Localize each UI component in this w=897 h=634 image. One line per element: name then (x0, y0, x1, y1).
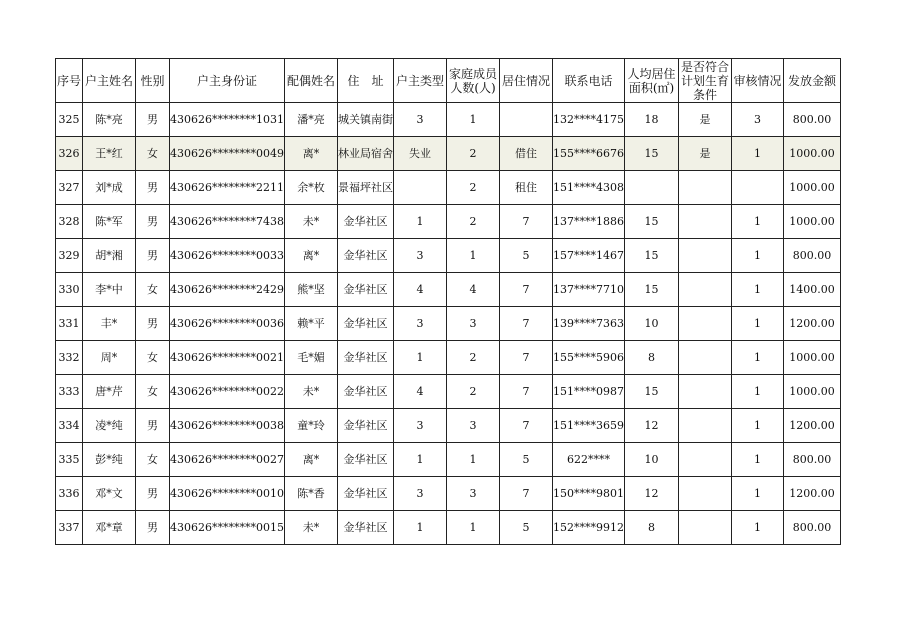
cell-spouse[interactable]: 未* (285, 511, 338, 545)
cell-sex[interactable]: 男 (136, 103, 170, 137)
cell-plan[interactable] (679, 239, 732, 273)
cell-review[interactable]: 1 (732, 137, 784, 171)
cell-review[interactable]: 3 (732, 103, 784, 137)
cell-living[interactable]: 7 (500, 341, 553, 375)
cell-amount[interactable]: 1000.00 (784, 375, 841, 409)
cell-name[interactable]: 彭*纯 (83, 443, 136, 477)
table-row (56, 341, 841, 375)
cell-sex[interactable]: 女 (136, 137, 170, 171)
cell-plan[interactable] (679, 477, 732, 511)
header-amount[interactable]: 发放金额 (784, 59, 841, 103)
cell-spouse[interactable]: 赖*平 (285, 307, 338, 341)
cell-sex[interactable]: 女 (136, 443, 170, 477)
cell-phone[interactable]: 150****9801 (553, 477, 625, 511)
table-row (56, 409, 841, 443)
cell-sex[interactable]: 男 (136, 307, 170, 341)
cell-area[interactable]: 15 (625, 239, 679, 273)
cell-no[interactable]: 332 (56, 341, 83, 375)
cell-area[interactable]: 18 (625, 103, 679, 137)
cell-amount[interactable]: 1400.00 (784, 273, 841, 307)
cell-name[interactable]: 刘*成 (83, 171, 136, 205)
cell-members[interactable]: 2 (447, 341, 500, 375)
cell-living[interactable]: 7 (500, 273, 553, 307)
cell-review[interactable]: 1 (732, 443, 784, 477)
cell-type[interactable]: 4 (394, 273, 447, 307)
header-phone[interactable]: 联系电话 (553, 59, 625, 103)
cell-no[interactable]: 333 (56, 375, 83, 409)
cell-plan[interactable]: 是 (679, 137, 732, 171)
cell-name[interactable]: 丰* (83, 307, 136, 341)
cell-name[interactable]: 邓*文 (83, 477, 136, 511)
table-row (56, 273, 841, 307)
cell-review[interactable]: 1 (732, 239, 784, 273)
cell-amount[interactable]: 1000.00 (784, 205, 841, 239)
cell-id[interactable]: 430626********7438 (170, 205, 285, 239)
cell-area[interactable]: 8 (625, 341, 679, 375)
cell-plan[interactable] (679, 409, 732, 443)
cell-spouse[interactable]: 离* (285, 137, 338, 171)
cell-id[interactable]: 430626********2429 (170, 273, 285, 307)
header-name[interactable]: 户主姓名 (83, 59, 136, 103)
cell-addr[interactable]: 金华社区 (338, 375, 394, 409)
cell-sex[interactable]: 女 (136, 375, 170, 409)
table-row (56, 375, 841, 409)
cell-review[interactable]: 1 (732, 307, 784, 341)
cell-name[interactable]: 唐*芹 (83, 375, 136, 409)
cell-spouse[interactable]: 毛*媚 (285, 341, 338, 375)
cell-type[interactable]: 3 (394, 477, 447, 511)
cell-addr[interactable]: 金华社区 (338, 341, 394, 375)
cell-spouse[interactable]: 离* (285, 239, 338, 273)
cell-plan[interactable] (679, 341, 732, 375)
cell-review[interactable]: 1 (732, 409, 784, 443)
cell-no[interactable]: 337 (56, 511, 83, 545)
cell-living[interactable]: 5 (500, 511, 553, 545)
cell-no[interactable]: 331 (56, 307, 83, 341)
cell-review[interactable]: 1 (732, 375, 784, 409)
subsidy-table (55, 58, 841, 545)
cell-spouse[interactable]: 童*玲 (285, 409, 338, 443)
cell-area[interactable]: 10 (625, 307, 679, 341)
cell-living[interactable]: 7 (500, 409, 553, 443)
table-row (56, 171, 841, 205)
header-no[interactable]: 序号 (56, 59, 83, 103)
cell-plan[interactable] (679, 511, 732, 545)
cell-phone[interactable]: 151****0987 (553, 375, 625, 409)
header-address[interactable]: 住 址 (338, 59, 394, 103)
cell-review[interactable]: 1 (732, 341, 784, 375)
cell-area[interactable]: 12 (625, 409, 679, 443)
cell-sex[interactable]: 男 (136, 205, 170, 239)
cell-id[interactable]: 430626********0010 (170, 477, 285, 511)
cell-members[interactable]: 1 (447, 511, 500, 545)
cell-members[interactable]: 1 (447, 443, 500, 477)
cell-spouse[interactable]: 未* (285, 205, 338, 239)
cell-phone[interactable]: 132****4175 (553, 103, 625, 137)
cell-plan[interactable] (679, 375, 732, 409)
cell-area[interactable]: 15 (625, 137, 679, 171)
cell-phone[interactable]: 157****1467 (553, 239, 625, 273)
cell-name[interactable]: 王*红 (83, 137, 136, 171)
cell-area[interactable]: 12 (625, 477, 679, 511)
cell-id[interactable]: 430626********0021 (170, 341, 285, 375)
cell-plan[interactable] (679, 205, 732, 239)
header-sex[interactable]: 性别 (136, 59, 170, 103)
cell-addr[interactable]: 城关镇南街 (338, 103, 394, 137)
cell-no[interactable]: 336 (56, 477, 83, 511)
cell-members[interactable]: 2 (447, 205, 500, 239)
cell-review[interactable] (732, 171, 784, 205)
cell-addr[interactable]: 金华社区 (338, 205, 394, 239)
cell-type[interactable]: 3 (394, 409, 447, 443)
cell-members[interactable]: 2 (447, 171, 500, 205)
cell-amount[interactable]: 1000.00 (784, 171, 841, 205)
header-id[interactable]: 户主身份证 (170, 59, 285, 103)
cell-phone[interactable]: 622**** (553, 443, 625, 477)
cell-addr[interactable]: 景福坪社区 (338, 171, 394, 205)
cell-plan[interactable] (679, 307, 732, 341)
cell-spouse[interactable]: 离* (285, 443, 338, 477)
cell-area[interactable]: 8 (625, 511, 679, 545)
cell-addr[interactable]: 金华社区 (338, 273, 394, 307)
cell-phone[interactable]: 139****7363 (553, 307, 625, 341)
cell-amount[interactable]: 800.00 (784, 103, 841, 137)
table-row (56, 205, 841, 239)
cell-living[interactable]: 7 (500, 205, 553, 239)
header-row (56, 59, 841, 103)
cell-no[interactable]: 326 (56, 137, 83, 171)
cell-members[interactable]: 2 (447, 375, 500, 409)
cell-spouse[interactable]: 潘*亮 (285, 103, 338, 137)
cell-type[interactable]: 3 (394, 307, 447, 341)
cell-type[interactable]: 3 (394, 103, 447, 137)
cell-amount[interactable]: 800.00 (784, 239, 841, 273)
cell-living[interactable]: 租住 (500, 171, 553, 205)
header-spouse[interactable]: 配偶姓名 (285, 59, 338, 103)
cell-addr[interactable]: 金华社区 (338, 307, 394, 341)
cell-phone[interactable]: 152****9912 (553, 511, 625, 545)
cell-no[interactable]: 330 (56, 273, 83, 307)
cell-id[interactable]: 430626********0033 (170, 239, 285, 273)
header-review[interactable]: 审核情况 (732, 59, 784, 103)
header-living[interactable]: 居住情况 (500, 59, 553, 103)
cell-living[interactable] (500, 103, 553, 137)
cell-living[interactable]: 5 (500, 443, 553, 477)
cell-plan[interactable]: 是 (679, 103, 732, 137)
cell-id[interactable]: 430626********0015 (170, 511, 285, 545)
cell-sex[interactable]: 女 (136, 341, 170, 375)
cell-type[interactable]: 4 (394, 375, 447, 409)
table-row (56, 239, 841, 273)
cell-type[interactable] (394, 171, 447, 205)
cell-members[interactable]: 1 (447, 239, 500, 273)
cell-amount[interactable]: 800.00 (784, 443, 841, 477)
cell-no[interactable]: 335 (56, 443, 83, 477)
cell-plan[interactable] (679, 443, 732, 477)
cell-phone[interactable]: 151****4308 (553, 171, 625, 205)
cell-review[interactable]: 1 (732, 511, 784, 545)
cell-no[interactable]: 325 (56, 103, 83, 137)
cell-no[interactable]: 327 (56, 171, 83, 205)
cell-phone[interactable]: 155****6676 (553, 137, 625, 171)
cell-no[interactable]: 328 (56, 205, 83, 239)
cell-phone[interactable]: 137****7710 (553, 273, 625, 307)
cell-id[interactable]: 430626********0036 (170, 307, 285, 341)
cell-plan[interactable] (679, 171, 732, 205)
header-members[interactable]: 家庭成员人数(人) (447, 59, 500, 103)
cell-sex[interactable]: 男 (136, 511, 170, 545)
cell-sex[interactable]: 男 (136, 171, 170, 205)
cell-id[interactable]: 430626********1031 (170, 103, 285, 137)
cell-addr[interactable]: 林业局宿舍 (338, 137, 394, 171)
cell-area[interactable]: 15 (625, 375, 679, 409)
cell-area[interactable]: 15 (625, 273, 679, 307)
header-plan[interactable]: 是否符合计划生育条件 (679, 59, 732, 103)
cell-name[interactable]: 陈*亮 (83, 103, 136, 137)
cell-name[interactable]: 胡*湘 (83, 239, 136, 273)
cell-no[interactable]: 329 (56, 239, 83, 273)
cell-review[interactable]: 1 (732, 205, 784, 239)
cell-spouse[interactable]: 熊*坚 (285, 273, 338, 307)
cell-type[interactable]: 3 (394, 239, 447, 273)
cell-members[interactable]: 1 (447, 103, 500, 137)
cell-addr[interactable]: 金华社区 (338, 239, 394, 273)
cell-amount[interactable]: 800.00 (784, 511, 841, 545)
cell-name[interactable]: 陈*军 (83, 205, 136, 239)
cell-review[interactable]: 1 (732, 477, 784, 511)
header-area[interactable]: 人均居住面积(㎡) (625, 59, 679, 103)
cell-amount[interactable]: 1200.00 (784, 409, 841, 443)
table-row (56, 443, 841, 477)
cell-sex[interactable]: 男 (136, 409, 170, 443)
cell-area[interactable]: 10 (625, 443, 679, 477)
cell-name[interactable]: 邓*章 (83, 511, 136, 545)
cell-amount[interactable]: 1000.00 (784, 341, 841, 375)
cell-type[interactable]: 1 (394, 511, 447, 545)
cell-amount[interactable]: 1000.00 (784, 137, 841, 171)
cell-type[interactable]: 1 (394, 341, 447, 375)
cell-plan[interactable] (679, 273, 732, 307)
cell-phone[interactable]: 151****3659 (553, 409, 625, 443)
cell-addr[interactable]: 金华社区 (338, 511, 394, 545)
cell-id[interactable]: 430626********0027 (170, 443, 285, 477)
cell-addr[interactable]: 金华社区 (338, 409, 394, 443)
cell-type[interactable]: 失业 (394, 137, 447, 171)
cell-phone[interactable]: 137****1886 (553, 205, 625, 239)
cell-phone[interactable]: 155****5906 (553, 341, 625, 375)
cell-area[interactable]: 15 (625, 205, 679, 239)
cell-amount[interactable]: 1200.00 (784, 307, 841, 341)
table-row (56, 511, 841, 545)
cell-members[interactable]: 3 (447, 409, 500, 443)
cell-name[interactable]: 周* (83, 341, 136, 375)
cell-area[interactable] (625, 171, 679, 205)
cell-living[interactable]: 7 (500, 477, 553, 511)
cell-members[interactable]: 4 (447, 273, 500, 307)
cell-type[interactable]: 1 (394, 443, 447, 477)
table-row (56, 103, 841, 137)
cell-sex[interactable]: 男 (136, 477, 170, 511)
cell-no[interactable]: 334 (56, 409, 83, 443)
cell-members[interactable]: 3 (447, 307, 500, 341)
cell-living[interactable]: 7 (500, 375, 553, 409)
cell-living[interactable]: 5 (500, 239, 553, 273)
cell-amount[interactable]: 1200.00 (784, 477, 841, 511)
cell-members[interactable]: 2 (447, 137, 500, 171)
cell-members[interactable]: 3 (447, 477, 500, 511)
cell-living[interactable]: 7 (500, 307, 553, 341)
cell-id[interactable]: 430626********0038 (170, 409, 285, 443)
cell-name[interactable]: 凌*纯 (83, 409, 136, 443)
cell-review[interactable]: 1 (732, 273, 784, 307)
cell-addr[interactable]: 金华社区 (338, 477, 394, 511)
table-row (56, 307, 841, 341)
cell-spouse[interactable]: 未* (285, 375, 338, 409)
cell-id[interactable]: 430626********2211 (170, 171, 285, 205)
cell-spouse[interactable]: 余*枚 (285, 171, 338, 205)
cell-living[interactable]: 借住 (500, 137, 553, 171)
cell-name[interactable]: 李*中 (83, 273, 136, 307)
header-type[interactable]: 户主类型 (394, 59, 447, 103)
cell-id[interactable]: 430626********0022 (170, 375, 285, 409)
cell-sex[interactable]: 男 (136, 239, 170, 273)
cell-spouse[interactable]: 陈*香 (285, 477, 338, 511)
table-row (56, 137, 841, 171)
cell-type[interactable]: 1 (394, 205, 447, 239)
cell-addr[interactable]: 金华社区 (338, 443, 394, 477)
table-row (56, 477, 841, 511)
cell-id[interactable]: 430626********0049 (170, 137, 285, 171)
cell-sex[interactable]: 女 (136, 273, 170, 307)
